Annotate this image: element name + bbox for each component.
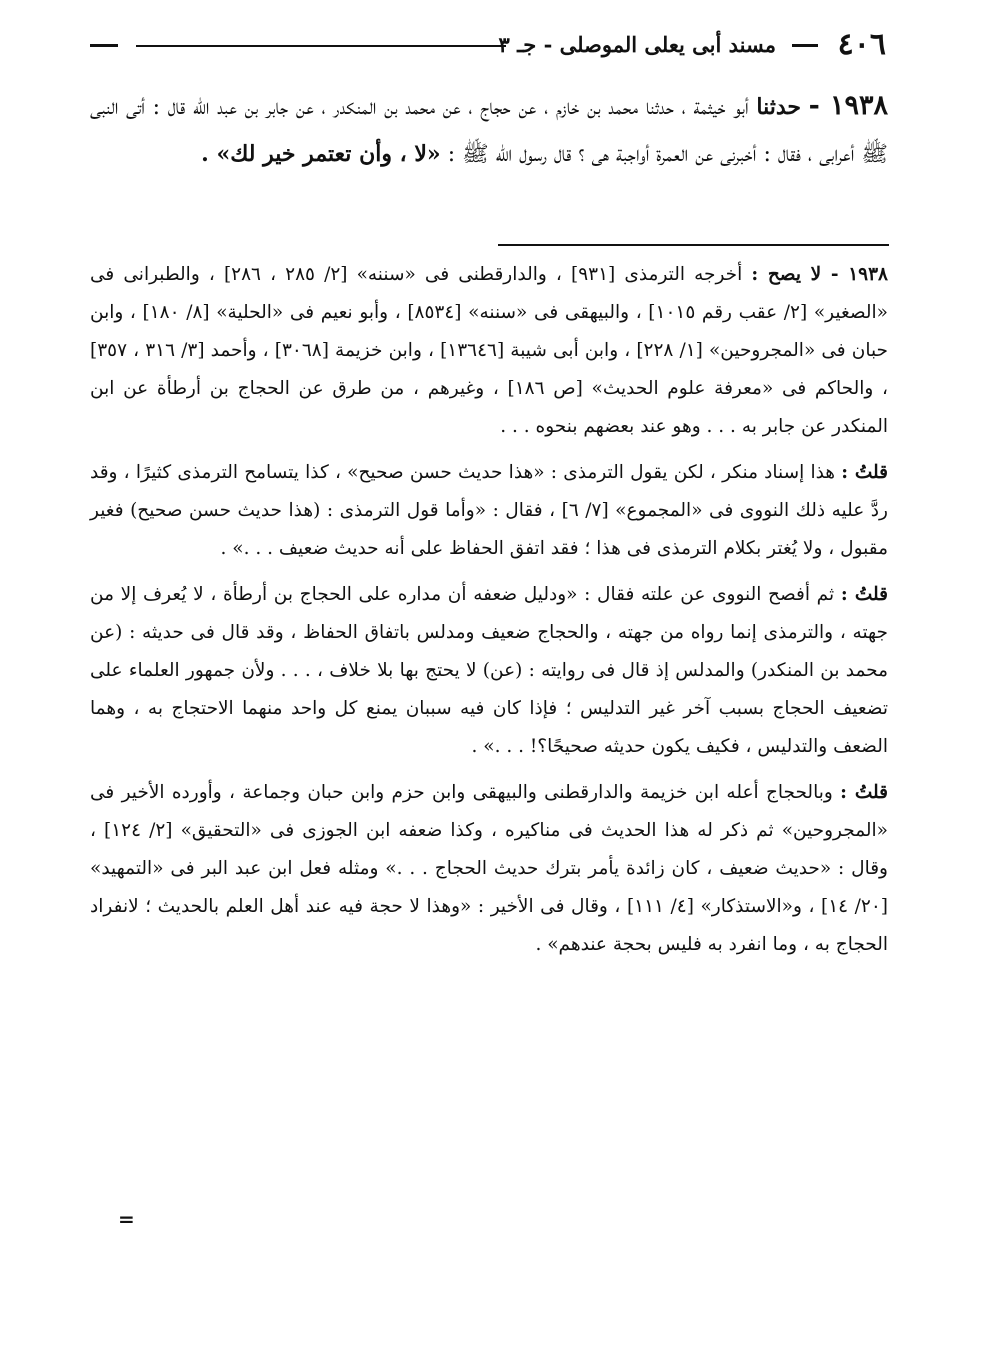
book-title: مسند أبى يعلى الموصلى - جـ ٣ <box>498 32 776 57</box>
continuation-mark: = <box>118 1207 135 1231</box>
hadith-body: أبو خيثمة ، حدثنا محمد بن خازم ، عن حجاج ، عن محمد بن المنكدر ، عن جابر بن عبد الله قال : أتى النبى ﷺ أعرابى ، فقال : أخبرنى عن العمرة أواجبة هى ؟ قال رسول الله ﷺ : <box>90 95 888 167</box>
comment-paragraph-2 <box>90 576 888 766</box>
header-dash-left <box>90 44 118 47</box>
takhrij-label: ١٩٣٨ - لا يصح : <box>751 264 888 285</box>
footnotes <box>90 256 888 972</box>
takhrij-text: أخرجه الترمذى [٩٣١] ، والدارقطنى فى «سننه» [٢/ ٢٨٥ ، ٢٨٦] ، والطبرانى فى «الصغير» [٢/ عقب رقم ١٠١٥] ، والبيهقى فى «سننه» [٨٥٣٤] ، وأبو نعيم فى «الحلية» [٨/ ١٨٠] ، وابن حبان فى «المجروحين» [١/ ٢٢٨] ، وابن أبى شيبة [١٣٦٤٦] ، وابن خزيمة [٣٠٦٨] ، وأحمد [٣/ ٣١٦ ، ٣٥٧] ، والحاكم فى «معرفة علوم الحديث» [ص ١٨٦] ، وغيرهم ، من طرق عن الحجاج بن أرطأة عن ابن المنكدر عن جابر به . . . وهو عند بعضهم بنحوه . . . <box>90 264 889 437</box>
hadith-quote: «لا ، وأن تعتمر خير لك» . <box>201 141 441 167</box>
footnote-divider <box>498 244 889 246</box>
hadith-lead: حدثنا <box>756 94 801 120</box>
hadith-number: ١٩٣٨ - <box>808 90 888 121</box>
comment-text-2: ثم أفصح النووى عن علته فقال : «ودليل ضعفه أن مداره على الحجاج بن أرطأة ، لا يُعرف إلا من جهته ، والترمذى إنما رواه من جهته ، والحجاج ضعيف ومدلس باتفاق الحفاظ ، وقد قال فى حديثه : (عن محمد بن المنكدر) والمدلس إذ قال فى روايته : (عن) لا يحتج بها بلا خلاف ، . . . ولأن جمهور العلماء على تضعيف الحجاج بسبب آخر غير التدليس ؛ فإذا كان فيه سببان يمنع كل واحد منهما الاحتجاج به ، وهما الضعف والتدليس ، فكيف يكون حديثه صحيحًا؟! . . .» . <box>90 584 888 757</box>
header-rule <box>136 45 506 47</box>
comment-text-3: وبالحجاج أعله ابن خزيمة والدارقطنى والبيهقى وابن حزم وابن حبان وجماعة ، وأورده الأخير فى «المجروحين» ثم ذكر له هذا الحديث فى مناكيره ، وكذا ضعفه ابن الجوزى فى «التحقيق» [٢/ ١٢٤] ، وقال : «حديث ضعيف ، كان زائدة يأمر بترك حديث الحجاج . . .» ومثله فعل ابن عبد البر فى «التمهيد» [٢٠/ ١٤] ، و«الاستذكار» [٤/ ١١١] ، وقال فى الأخير : «وهذا لا حجة فيه عند أهل العلم بالحديث ؛ لانفراد الحجاج به ، وما انفرد به فليس بحجة عندهم» . <box>90 782 888 955</box>
qult-label: قلتُ : <box>840 782 888 803</box>
comment-paragraph-1 <box>90 454 888 568</box>
qult-label: قلتُ : <box>840 584 888 605</box>
header-dash <box>792 44 818 47</box>
qult-label: قلتُ : <box>841 462 888 483</box>
takhrij-paragraph <box>90 256 888 446</box>
running-header <box>90 28 888 62</box>
comment-text-1: هذا إسناد منكر ، لكن يقول الترمذى : «هذا حديث حسن صحيح» ، كذا يتسامح الترمذى كثيرًا ، وقد ردَّ عليه ذلك النووى فى «المجموع» [٧/ ٦] ، فقال : «وأما قول الترمذى : (هذا حديث حسن صحيح) فغير مقبول ، ولا يُغتر بكلام الترمذى فى هذا ؛ فقد اتفق الحفاظ على أنه حديث ضعيف . . .» . <box>90 462 888 559</box>
comment-paragraph-3 <box>90 774 888 964</box>
hadith-text <box>90 82 888 178</box>
page-number: ٤٠٦ <box>837 27 886 62</box>
